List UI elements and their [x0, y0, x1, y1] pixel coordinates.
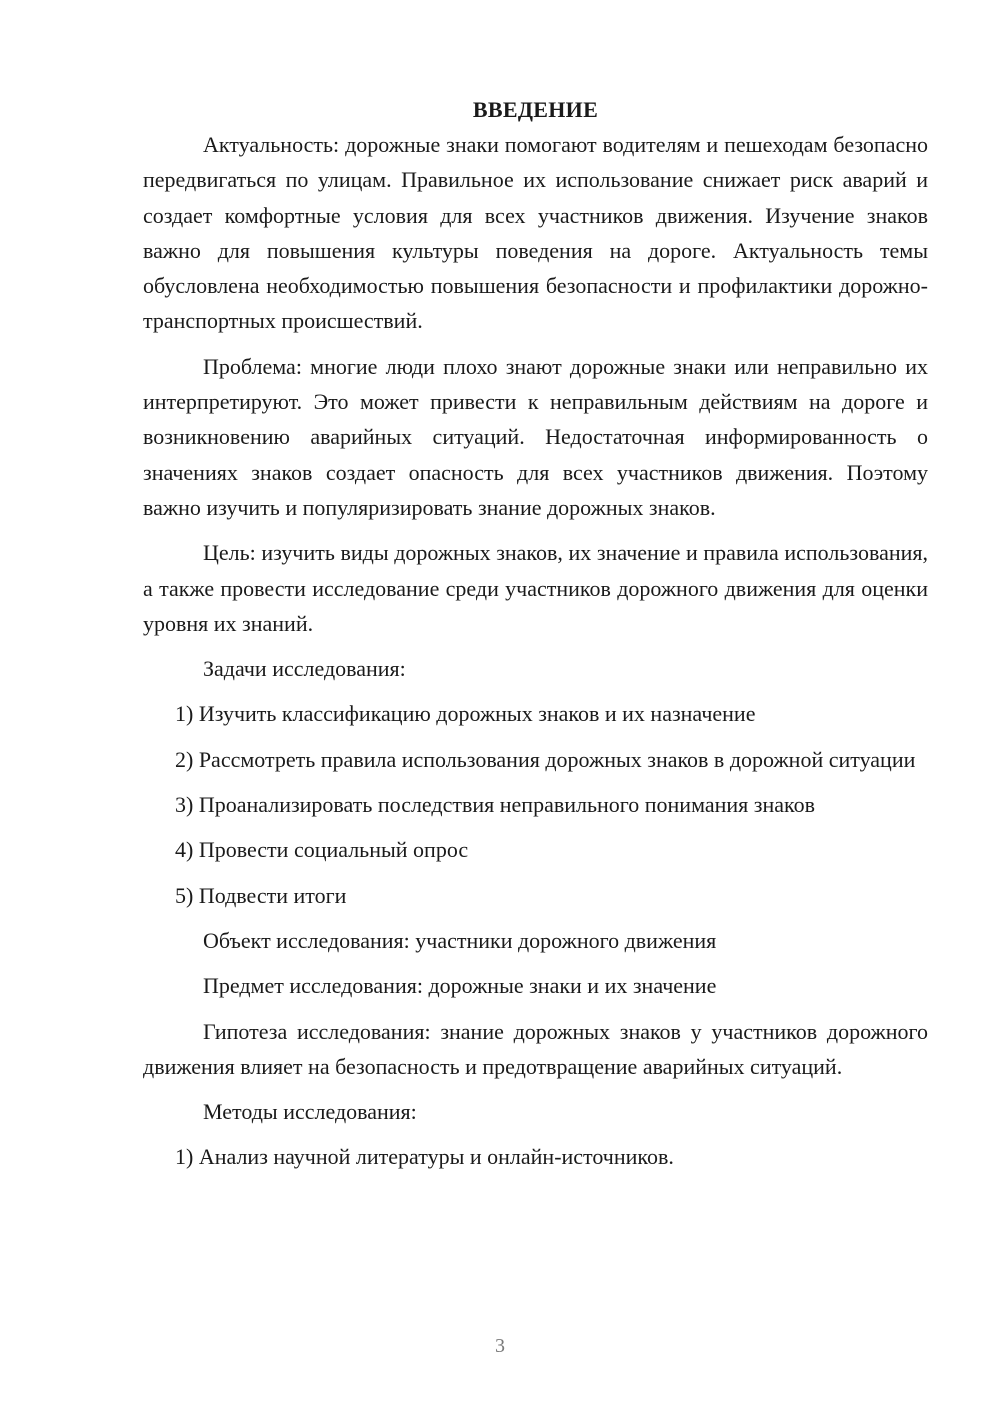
paragraph-problem: Проблема: многие люди плохо знают дорожные знаки или неправильно их интерпретируют. Это может привести к неправильным действиям на дороге и возникновению аварийных ситуаций. Недостаточная информированность о значениях знаков создает опасность для всех участников движения. Поэтому важно изучить и популяризировать знание дорожных знаков.	[143, 353, 928, 520]
task-item-3: 3) Проанализировать последствия неправильного понимания знаков	[175, 792, 815, 818]
document-page	[143, 92, 928, 1185]
paragraph-goal: Цель: изучить виды дорожных знаков, их значение и правила использования, а также провести исследование среди участников дорожного движения для оценки уровня их знаний.	[143, 540, 928, 636]
page-title: ВВЕДЕНИЕ	[472, 97, 599, 122]
paragraph-relevance: Актуальность: дорожные знаки помогают водителям и пешеходам безопасно передвигаться по улицам. Правильное их использование снижает риск аварий и создает комфортные условия для всех участников движения. Изучение знаков важно для повышения культуры поведения на дороге. Актуальность темы обусловлена необходимостью повышения безопасности и профилактики дорожно-транспортных происшествий.	[143, 132, 928, 334]
methods-heading: Методы исследования:	[203, 1099, 417, 1125]
task-item-2: 2) Рассмотреть правила использования дорожных знаков в дорожной ситуации	[175, 746, 916, 772]
task-item-4: 4) Провести социальный опрос	[175, 837, 469, 863]
method-item-1: 1) Анализ научной литературы и онлайн-источников.	[175, 1144, 674, 1170]
tasks-heading: Задачи исследования:	[203, 656, 406, 682]
page-number: 3	[495, 1335, 505, 1357]
paragraph-subject: Предмет исследования: дорожные знаки и их значение	[203, 973, 717, 999]
task-item-5: 5) Подвести итоги	[175, 882, 347, 908]
paragraph-hypothesis: Гипотеза исследования: знание дорожных знаков у участников дорожного движения влияет на безопасность и предотвращение аварийных ситуаций.	[143, 1018, 928, 1079]
task-item-1: 1) Изучить классификацию дорожных знаков и их назначение	[175, 701, 756, 727]
paragraph-object: Объект исследования: участники дорожного движения	[203, 927, 717, 953]
